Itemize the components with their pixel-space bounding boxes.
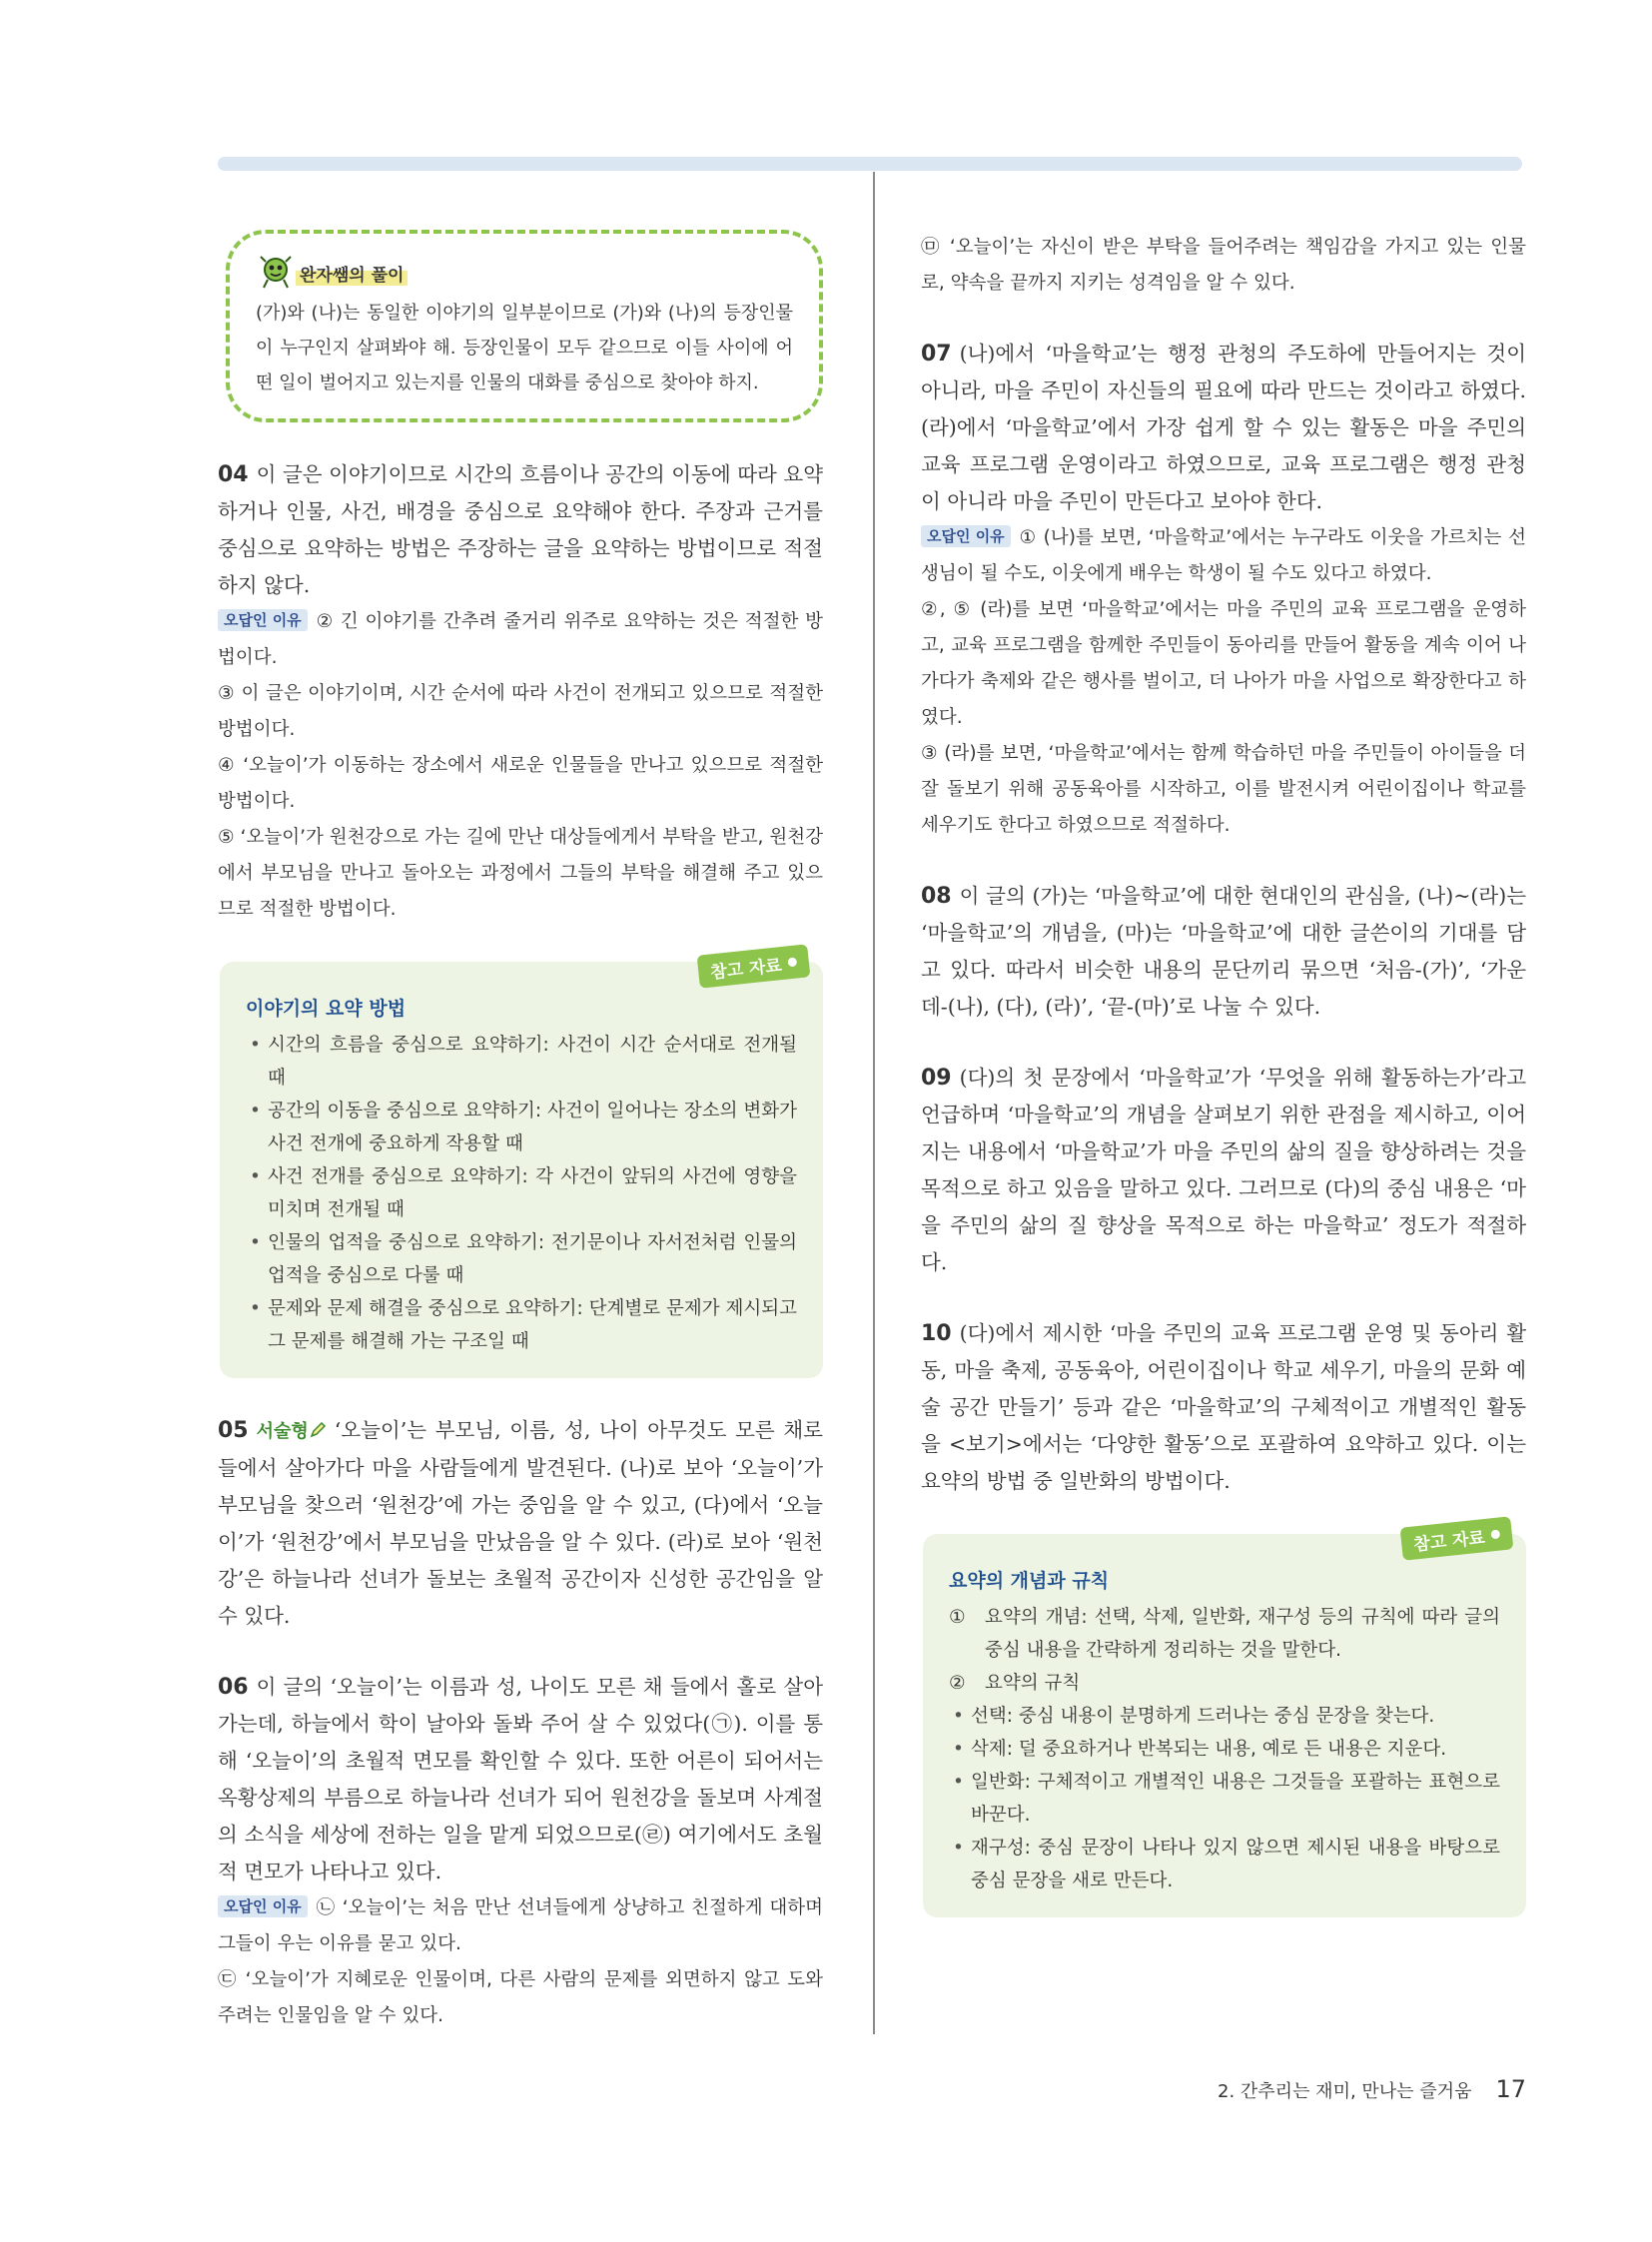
wrong-reason-item: ㉢ ‘오늘이’가 지혜로운 인물이며, 다른 사람의 문제를 외면하지 않고 도와주려는 인물임을 알 수 있다. [218,1969,823,2026]
reference-box-summary-rules [923,1528,1526,1917]
question-number: 08 [921,884,952,909]
answer-04 [218,456,823,928]
wrong-reason-item: ③ 이 글은 이야기이며, 시간 순서에 따라 사건이 전개되고 있으므로 적절한 방법이다. [218,683,823,740]
reference-badge: 참고 자료 [697,944,810,988]
left-column [218,230,823,2034]
answer-06 [218,1669,823,2034]
answer-09 [921,1060,1526,1281]
question-number: 04 [218,462,249,487]
answer-text: (다)의 첫 문장에서 ‘마을학교’가 ‘무엇을 위해 활동하는가’라고 언급하며 ‘마을학교’의 개념을 살펴보기 위한 관점을 제시하고, 이어지는 내용에서 ‘마을학교’가 마을 주민의 삶의 질을 향상하려는 것을 목적으로 하고 있음을 말하고 있다. 그러므로 (다)의 중심 내용은 ‘마을 주민의 삶의 질 향상을 목적으로 하는 마을학교’ 정도가 적절하다. [921,1066,1526,1274]
wrong-reason-tag: 오답인 이유 [218,1895,308,1917]
tip-body: (가)와 (나)는 동일한 이야기의 일부분이므로 (가)와 (나)의 등장인물이 누구인지 살펴봐야 해. 등장인물이 모두 같으므로 이들 사이에 어떤 일이 벌어지고 있는지를 인물의 대화를 중심으로 찾아야 하지. [256,303,793,393]
answer-07 [921,336,1526,844]
answer-text: 이 글은 이야기이므로 시간의 흐름이나 공간의 이동에 따라 요약하거나 인물, 사건, 배경을 중심으로 요약해야 한다. 주장과 근거를 중심으로 요약하는 방법은 주장하는 글을 요약하는 방법이므로 적절하지 않다. [218,462,823,597]
pencil-icon [309,1421,327,1439]
column-divider [873,172,875,2034]
question-number: 06 [218,1675,249,1700]
answer-text: (다)에서 제시한 ‘마을 주민의 교육 프로그램 운영 및 동아리 활동, 마을 축제, 공동육아, 어린이집이나 학교 세우기, 마을의 문화 예술 공간 만들기’ 등과 같은 ‘마을학교’의 구체적이고 개별적인 활동을 <보기>에서는 ‘다양한 활동’으로 포괄하여 요약하고 있다. 이는 요약의 방법 중 일반화의 방법이다. [921,1321,1526,1493]
wrong-reason-item: ㉤ ‘오늘이’는 자신이 받은 부탁을 들어주려는 책임감을 가지고 있는 인물로, 약속을 끝까지 지키는 성격임을 알 수 있다. [921,237,1526,294]
question-number: 07 [921,342,952,367]
chapter-title: 2. 간추리는 재미, 만나는 즐거움 [1218,2081,1472,2102]
alien-mascot-icon [256,256,296,290]
tip-title: 완자쌤의 풀이 [296,261,408,286]
page-footer [1218,2075,1526,2103]
wrong-reason-tag: 오답인 이유 [218,609,308,631]
reference-item: • 공간의 이동을 중심으로 요약하기: 사건이 일어나는 장소의 변화가 사건 전개에 중요하게 작용할 때 [246,1095,797,1160]
page-number: 17 [1495,2075,1526,2103]
reference-badge: 참고 자료 [1400,1516,1513,1560]
wrong-reason-item: ② 긴 이야기를 간추려 줄거리 위주로 요약하는 것은 적절한 방법이다. [218,611,823,668]
reference-item: ① 요약의 개념: 선택, 삭제, 일반화, 재구성 등의 규칙에 따라 글의 중심 내용을 간략하게 정리하는 것을 말한다. [949,1607,1500,1661]
essay-tag: 서술형 [257,1413,327,1450]
wrong-reason-item: ㉡ ‘오늘이’는 처음 만난 선녀들에게 상냥하고 친절하게 대하며 그들이 우는 이유를 묻고 있다. [218,1897,823,1954]
reference-item: • 선택: 중심 내용이 분명하게 드러나는 중심 문장을 찾는다. [949,1700,1500,1733]
reference-item: • 시간의 흐름을 중심으로 요약하기: 사건이 시간 순서대로 전개될 때 [246,1029,797,1095]
answer-text: 이 글의 (가)는 ‘마을학교’에 대한 현대인의 관심을, (나)~(라)는 ‘마을학교’의 개념을, (마)는 ‘마을학교’에 대한 글쓴이의 기대를 담고 있다. 따라서 비슷한 내용의 문단끼리 묶으면 ‘처음-(가)’, ‘가운데-(나), (다), (라)’, ‘끝-(마)’로 나눌 수 있다. [921,884,1526,1019]
question-number: 10 [921,1321,952,1346]
reference-item: • 인물의 업적을 중심으로 요약하기: 전기문이나 자서전처럼 인물의 업적을 중심으로 다룰 때 [246,1226,797,1292]
wrong-reason-item: ④ ‘오늘이’가 이동하는 장소에서 새로운 인물들을 만나고 있으므로 적절한 방법이다. [218,755,823,812]
reference-item: • 일반화: 구체적이고 개별적인 내용은 그것들을 포괄하는 표현으로 바꾼다. [949,1766,1500,1832]
answer-08 [921,878,1526,1026]
reference-title: 이야기의 요약 방법 [246,998,407,1020]
answer-05 [218,1412,823,1635]
question-number: 05 [218,1418,249,1443]
wrong-reason-item: ②, ⑤ (라)를 보면 ‘마을학교’에서는 마을 주민의 교육 프로그램을 운영하고, 교육 프로그램을 함께한 주민들이 동아리를 만들어 활동을 계속 이어 나가다가 축제와 같은 행사를 벌이고, 더 나아가 마을 사업으로 확장한다고 하였다. [921,599,1526,728]
top-decoration-bar [218,157,1522,171]
wrong-reason-item: ① (나)를 보면, ‘마을학교’에서는 누구라도 이웃을 가르치는 선생님이 될 수도, 이웃에게 배우는 학생이 될 수도 있다고 하였다. [921,527,1526,584]
answer-text: (나)에서 ‘마을학교’는 행정 관청의 주도하에 만들어지는 것이 아니라, 마을 주민이 자신들의 필요에 따라 만드는 것이라고 하였다. (라)에서 ‘마을학교’에서 가장 쉽게 할 수 있는 활동은 마을 주민의 교육 프로그램 운영이라고 하였으므로, 교육 프로그램은 행정 관청이 아니라 마을 주민이 만든다고 보아야 한다. [921,342,1526,513]
question-number: 09 [921,1066,952,1091]
wrong-reason-item: ⑤ ‘오늘이’가 원천강으로 가는 길에 만난 대상들에게서 부탁을 받고, 원천강에서 부모님을 만나고 돌아오는 과정에서 그들의 부탁을 해결해 주고 있으므로 적절한 방법이다. [218,827,823,920]
reference-item: • 문제와 문제 해결을 중심으로 요약하기: 단계별로 문제가 제시되고 그 문제를 해결해 가는 구조일 때 [246,1292,797,1358]
tip-box [226,230,823,422]
right-column [921,230,1526,1917]
wrong-reason-item: ③ (라)를 보면, ‘마을학교’에서는 함께 학습하던 마을 주민들이 아이들을 더 잘 돌보기 위해 공동육아를 시작하고, 이를 발전시켜 어린이집이나 학교를 세우기도 한다고 하였으므로 적절하다. [921,743,1526,836]
reference-item: • 사건 전개를 중심으로 요약하기: 각 사건이 앞뒤의 사건에 영향을 미치며 전개될 때 [246,1160,797,1226]
answer-text: ‘오늘이’는 부모님, 이름, 성, 나이 아무것도 모른 채로 들에서 살아가다 마을 사람들에게 발견된다. (나)로 보아 ‘오늘이’가 부모님을 찾으러 ‘원천강’에 가는 중임을 알 수 있고, (다)에서 ‘오늘이’가 ‘원천강’에서 부모님을 만났음을 알 수 있다. (라)로 보아 ‘원천강’은 하늘나라 선녀가 돌보는 초월적 공간이자 신성한 공간임을 알 수 있다. [218,1418,823,1628]
reference-title: 요약의 개념과 규칙 [949,1570,1110,1592]
reference-item: ② 요약의 규칙 [949,1673,1081,1694]
reference-box-summary-methods [220,956,823,1378]
answer-10 [921,1315,1526,1500]
wrong-reason-tag: 오답인 이유 [921,525,1011,547]
answer-text: 이 글의 ‘오늘이’는 이름과 성, 나이도 모른 채 들에서 홀로 살아가는데, 하늘에서 학이 날아와 돌봐 주어 살 수 있었다(㉠). 이를 통해 ‘오늘이’의 초월적 면모를 확인할 수 있다. 또한 어른이 되어서는 옥황상제의 부름으로 하늘나라 선녀가 되어 원천강을 돌보며 사계절의 소식을 세상에 전하는 일을 맡게 되었으므로(㉣) 여기에서도 초월적 면모가 나타나고 있다. [218,1675,823,1883]
reference-item: • 재구성: 중심 문장이 나타나 있지 않으면 제시된 내용을 바탕으로 중심 문장을 새로 만든다. [949,1832,1500,1897]
reference-item: • 삭제: 덜 중요하거나 반복되는 내용, 예로 든 내용은 지운다. [949,1733,1500,1766]
